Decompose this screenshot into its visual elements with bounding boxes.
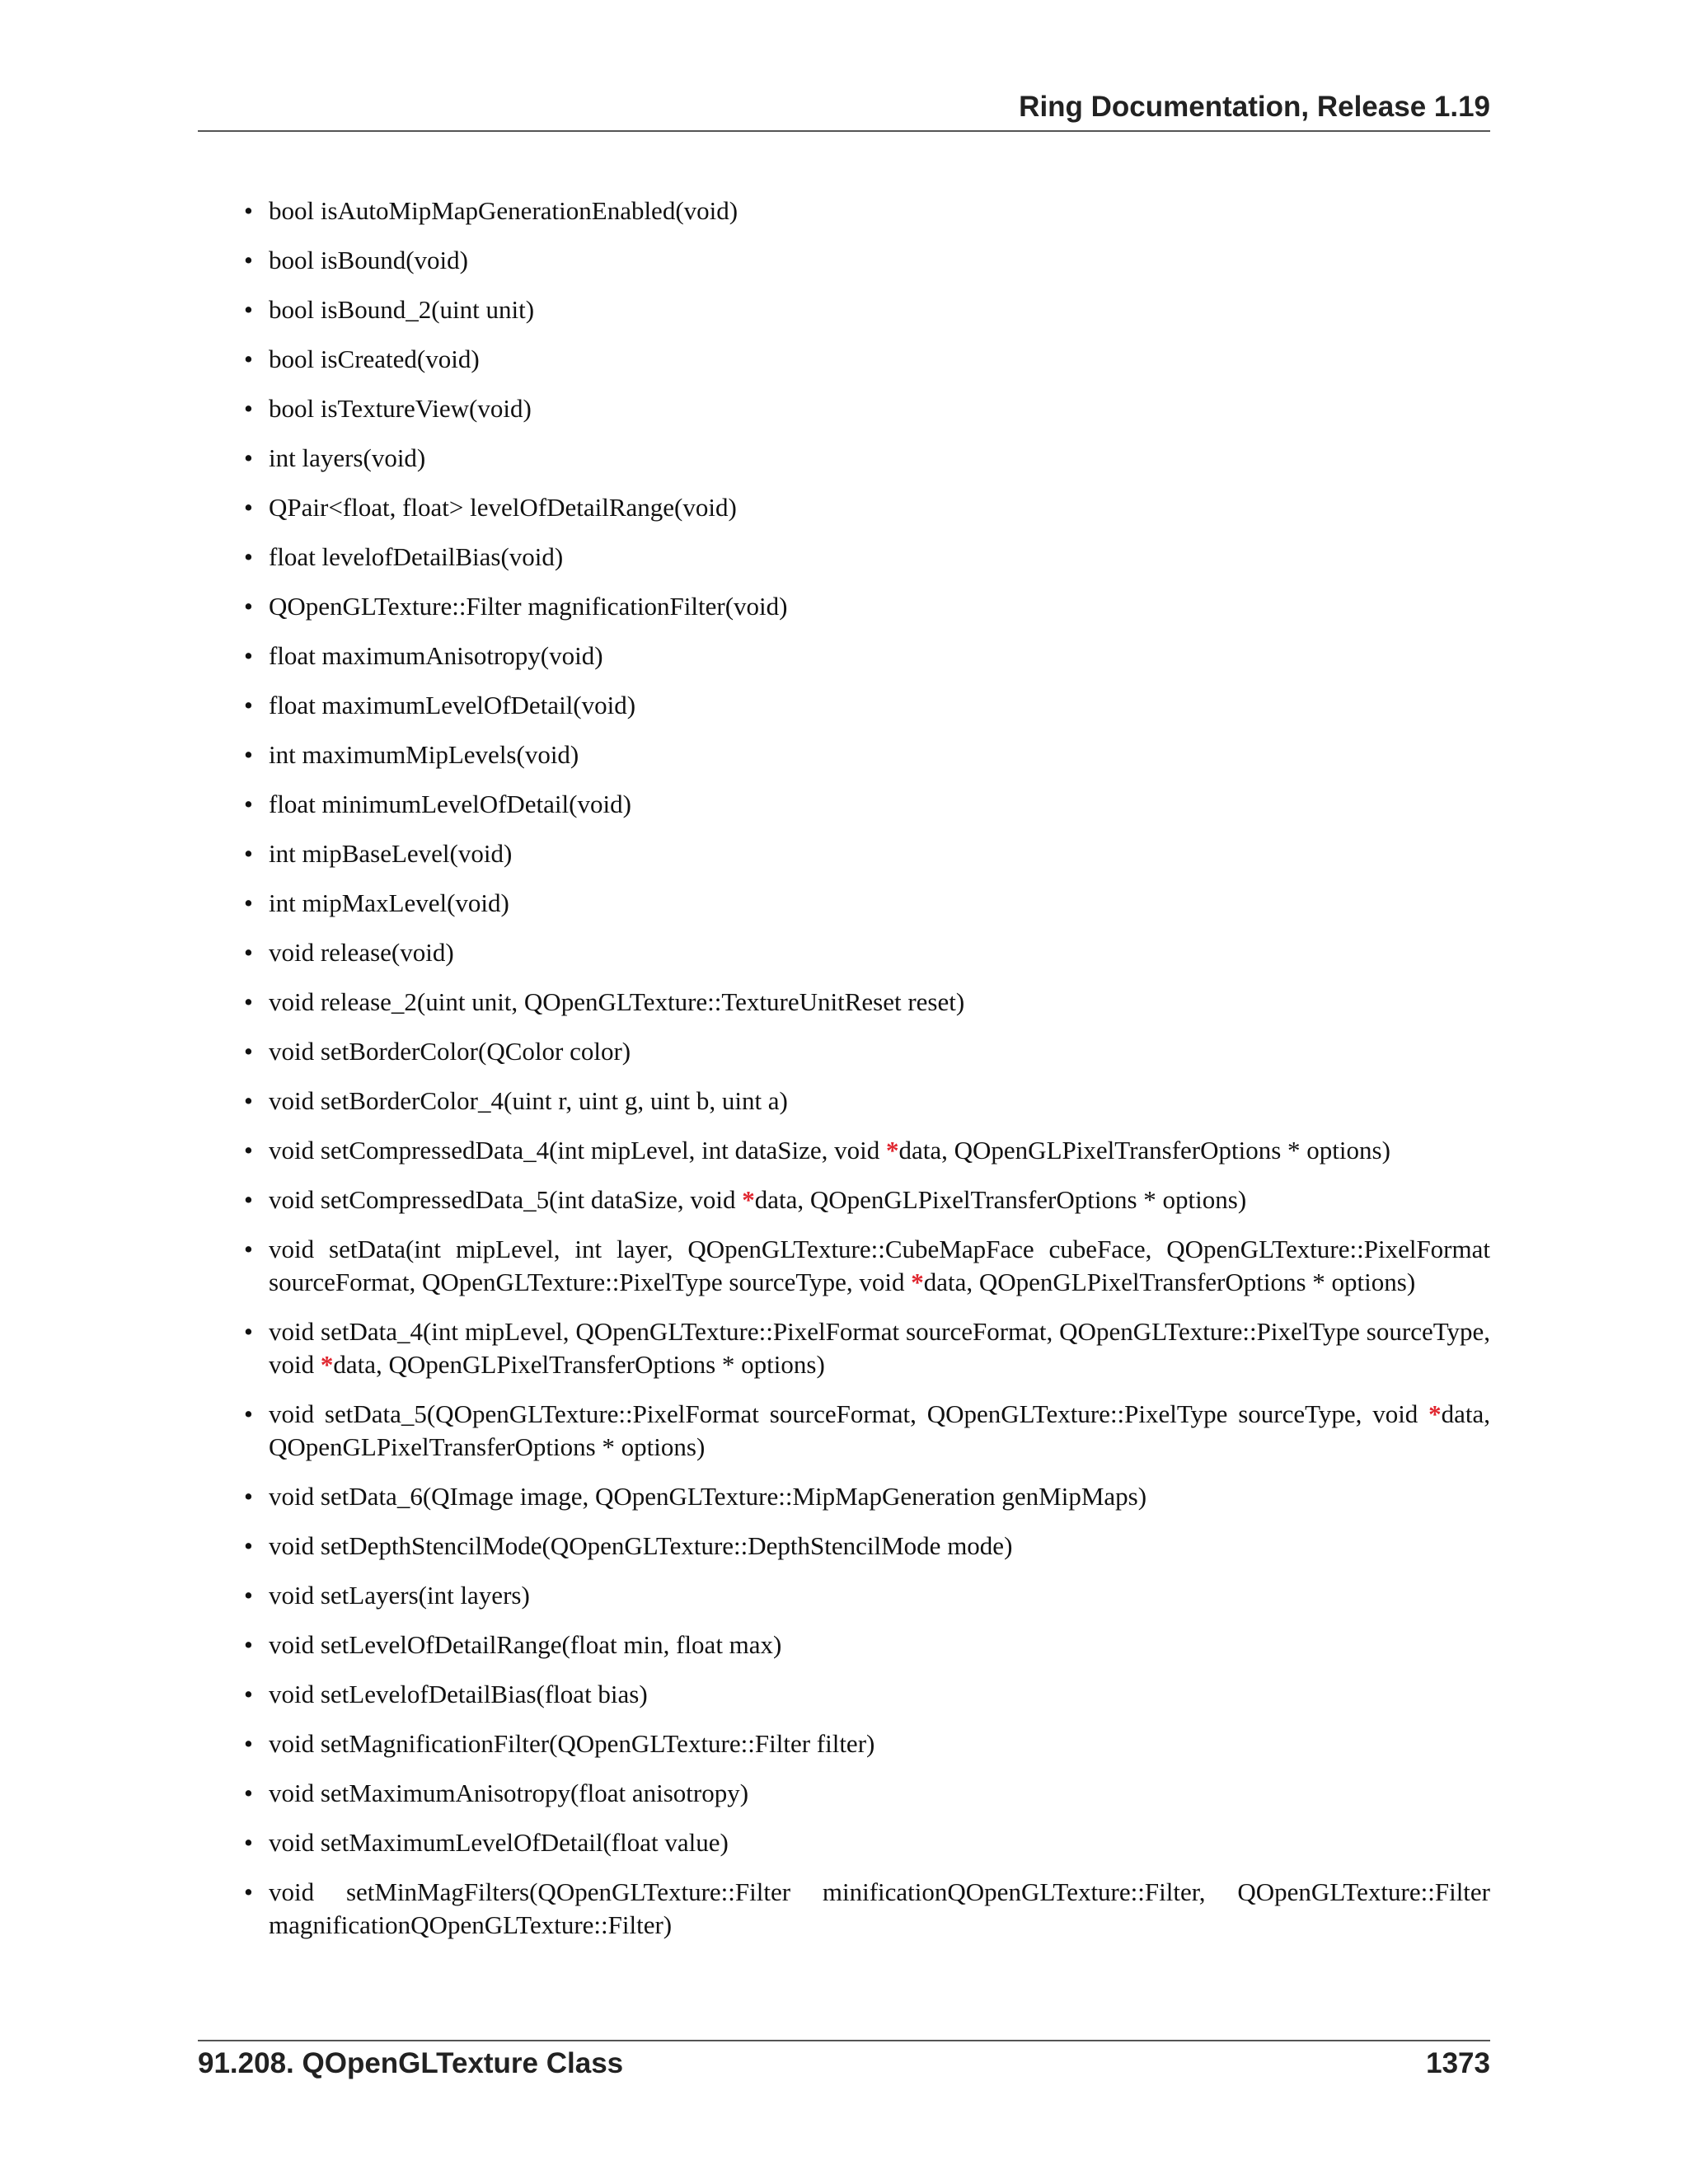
function-signature-item: • void setData_6(QImage image, QOpenGLTexture::MipMapGeneration genMipMaps) xyxy=(198,1480,1490,1513)
signature-text: void setCompressedData_5(int dataSize, void xyxy=(269,1185,743,1214)
pointer-star: * xyxy=(320,1350,334,1379)
signature-text: void setData(int mipLevel, int layer, QOpenGLTexture::CubeMapFace cubeFace, QOpenGLTexture::PixelFormat sourceFormat, QOpenGLTexture::PixelType sourceType, void xyxy=(269,1235,1490,1296)
function-signature-item: • bool isBound(void) xyxy=(198,244,1490,277)
footer-section-title: 91.208. QOpenGLTexture Class xyxy=(198,2047,624,2079)
pointer-star: * xyxy=(1428,1399,1442,1428)
function-list xyxy=(198,194,1490,1958)
function-signature-item: • bool isBound_2(uint unit) xyxy=(198,293,1490,326)
footer-divider xyxy=(198,2040,1490,2041)
signature-text: void setData_5(QOpenGLTexture::PixelFormat sourceFormat, QOpenGLTexture::PixelType sourceType, void xyxy=(269,1399,1429,1428)
function-signature-item: • void setMaximumLevelOfDetail(float value) xyxy=(198,1826,1490,1859)
function-signature-item: • void setLevelofDetailBias(float bias) xyxy=(198,1678,1490,1711)
function-signature-item: • bool isCreated(void) xyxy=(198,343,1490,376)
function-signature-item xyxy=(198,1233,1490,1299)
signature-text: void setCompressedData_4(int mipLevel, int dataSize, void xyxy=(269,1136,887,1165)
signature-text: data, QOpenGLPixelTransferOptions * options) xyxy=(269,1399,1490,1461)
signature-text: data, QOpenGLPixelTransferOptions * options) xyxy=(754,1185,1247,1214)
signature-text: data, QOpenGLPixelTransferOptions * options) xyxy=(898,1136,1390,1165)
signature-text: data, QOpenGLPixelTransferOptions * options) xyxy=(333,1350,825,1379)
function-signature-item xyxy=(198,1315,1490,1381)
pointer-star: * xyxy=(886,1136,899,1165)
function-signature-item: • void setLevelOfDetailRange(float min, float max) xyxy=(198,1629,1490,1661)
function-signature-item xyxy=(198,1398,1490,1464)
page-number: 1373 xyxy=(1426,2047,1490,2079)
function-signature-item: • float maximumAnisotropy(void) xyxy=(198,640,1490,673)
function-signature-item: • int maximumMipLevels(void) xyxy=(198,738,1490,771)
function-signature-item: • void setMinMagFilters(QOpenGLTexture::Filter minificationQOpenGLTexture::Filter, QOpenGLTexture::Filter magnificationQOpenGLTexture::Filter) xyxy=(198,1876,1490,1942)
function-signature-item xyxy=(198,1134,1490,1167)
function-signature-item: • float maximumLevelOfDetail(void) xyxy=(198,689,1490,722)
function-signature-item: • void setMagnificationFilter(QOpenGLTexture::Filter filter) xyxy=(198,1727,1490,1760)
pointer-star: * xyxy=(911,1268,924,1296)
function-signature-item: • void release(void) xyxy=(198,936,1490,969)
function-signature-item: • int mipMaxLevel(void) xyxy=(198,887,1490,920)
function-signature-item: • void setDepthStencilMode(QOpenGLTexture::DepthStencilMode mode) xyxy=(198,1530,1490,1563)
running-header-title: Ring Documentation, Release 1.19 xyxy=(1019,91,1490,123)
function-signature-item: • void setMaximumAnisotropy(float anisotropy) xyxy=(198,1777,1490,1810)
function-signature-item: • float levelofDetailBias(void) xyxy=(198,541,1490,574)
signature-text: data, QOpenGLPixelTransferOptions * options) xyxy=(923,1268,1416,1296)
function-signature-item: • void setBorderColor_4(uint r, uint g, uint b, uint a) xyxy=(198,1085,1490,1118)
function-signature-item: • int mipBaseLevel(void) xyxy=(198,837,1490,870)
function-signature-item: • void release_2(uint unit, QOpenGLTexture::TextureUnitReset reset) xyxy=(198,986,1490,1019)
header-divider xyxy=(198,130,1490,132)
pointer-star: * xyxy=(742,1185,755,1214)
function-signature-item: • int layers(void) xyxy=(198,442,1490,475)
function-signature-item: • QOpenGLTexture::Filter magnificationFilter(void) xyxy=(198,590,1490,623)
function-signature-item: • void setLayers(int layers) xyxy=(198,1579,1490,1612)
function-signature-item: • float minimumLevelOfDetail(void) xyxy=(198,788,1490,821)
function-signature-item: • void setBorderColor(QColor color) xyxy=(198,1035,1490,1068)
function-signature-item xyxy=(198,1183,1490,1216)
signature-text: void setData_4(int mipLevel, QOpenGLTexture::PixelFormat sourceFormat, QOpenGLTexture::PixelType sourceType, void xyxy=(269,1317,1490,1379)
function-signature-item: • bool isTextureView(void) xyxy=(198,392,1490,425)
function-signature-item: • bool isAutoMipMapGenerationEnabled(void) xyxy=(198,194,1490,227)
function-signature-item: • QPair<float, float> levelOfDetailRange(void) xyxy=(198,491,1490,524)
